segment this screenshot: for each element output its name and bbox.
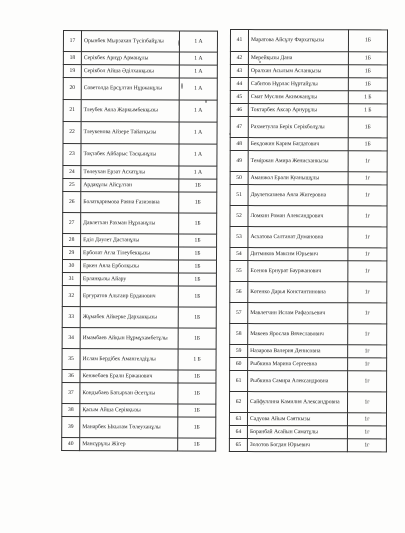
row-number: 38 [62,403,80,416]
table-row [63,122,217,145]
class-label: 1г [348,172,387,185]
row-number: 59 [230,345,248,358]
table-row [229,392,386,413]
row-number: 52 [230,206,248,227]
row-number: 24 [63,166,81,179]
table-row [63,179,217,193]
class-label: 1Б [348,117,387,138]
class-label: 1г [348,261,387,282]
table-row [230,261,387,282]
row-number: 40 [62,437,80,450]
table-row [63,100,217,123]
student-name: Рыбкина Марина Сергеевна [248,358,348,371]
student-name: Назарова Валерия Денисовна [248,345,348,358]
class-label: 1г [348,282,387,303]
class-label: 1Б [178,328,216,349]
row-number: 39 [62,416,80,437]
table-row [62,272,216,286]
student-name: Сайфуллина Камилия Александровна [247,392,347,413]
row-number: 65 [229,438,247,451]
table-row [62,382,216,404]
class-label: 1 Б [348,91,387,104]
table-row [62,327,216,349]
class-label: 1 А [179,31,217,52]
student-name: Ардақұлы Айсұлтан [81,179,179,192]
student-name: Аманжол Ерали Куанышұлы [248,172,348,185]
table-row [63,65,217,79]
student-name: Орынбек Мырзахан Түсіпбайұлы [81,31,179,52]
class-label: 1 А [179,166,217,179]
table-row [230,91,387,104]
table-row [230,104,387,117]
row-number: 30 [62,260,80,273]
student-name: Серікбек Арнұр Арманұлы [81,52,179,65]
table-row [230,185,387,206]
ink-smudge [181,83,183,89]
table-row [230,52,387,65]
row-number: 37 [62,382,80,403]
class-label: 1г [347,392,386,413]
class-label: 1Б [348,65,387,78]
row-number: 36 [62,369,80,382]
table-row [62,369,216,383]
table-row [229,425,386,438]
row-number: 34 [62,327,80,348]
table-row [230,371,387,392]
student-name: Мансұрұлы Жігер [80,438,178,451]
row-number: 18 [63,52,81,65]
table-row [230,303,387,324]
table-row [62,437,216,451]
student-name: Макеев Ярослав Вячеславович [248,324,348,345]
table-row [63,192,217,214]
row-number: 60 [230,358,248,371]
class-label: 1Б [348,30,387,52]
table-row [229,413,386,426]
class-label: 1Б [178,307,216,328]
student-name: Асхатова Салтанат Думановна [248,227,348,248]
student-name: Сабитов Нұрлас Нұртайұлы [248,78,348,91]
table-row [230,117,387,138]
table-row [62,306,216,328]
student-name: Болатқаримова Раяна Ғазизовна [81,192,179,213]
table-row [230,78,387,91]
class-label: 1 А [179,100,217,122]
row-number: 21 [63,100,81,122]
student-name: Серікбол Айша Әділханқызы [81,65,179,78]
class-label: 1г [348,248,387,261]
class-label: 1г [348,206,387,227]
row-number: 48 [230,138,248,151]
table-row [230,324,387,345]
student-name: Рыбкина Самира Александровна [248,371,348,392]
row-number: 64 [229,425,247,438]
table-row [230,138,387,151]
student-name: Бекдожин Карим Багдатович [248,138,348,151]
table-row [230,227,387,248]
row-number: 28 [63,234,81,247]
class-label: 1Б [348,78,387,91]
table-row [230,206,387,227]
ink-smudge [229,133,231,135]
table-row [63,144,217,167]
student-name: Еділ Дәулет Дастанұлы [81,234,179,247]
class-label: 1Б [179,192,217,213]
table-row [62,403,216,417]
student-name: Манарбек Ыкылам Төлеуханұлы [80,417,178,438]
student-name: Ерланқызы Айару [80,273,178,286]
class-label: 1 А [179,65,217,78]
student-name: Ислам Бердібек Амангелдіұлы [80,349,178,370]
class-label: 1г [348,371,387,392]
student-name: Боранбай Асайын Саматұлы [247,426,347,439]
student-list-right-table [229,29,388,452]
table-row [230,248,387,261]
table-row [63,52,217,66]
class-label: 1г [347,413,386,426]
row-number: 31 [62,272,80,285]
student-name: Еркен Аяла Ерболқызы [80,260,178,273]
class-label: 1Б [179,234,217,247]
ink-smudge [259,61,261,63]
class-label: 1 А [179,144,217,166]
row-number: 49 [230,151,248,172]
row-number: 22 [63,122,81,144]
ink-smudge [178,40,180,46]
class-label: 1Б [178,260,216,273]
row-number: 41 [230,30,248,52]
class-label: 1Б [348,52,387,65]
class-label: 1Б [178,417,216,438]
table-row [62,260,216,274]
student-name: Двулетказиева Аяла Жигеровна [248,185,348,206]
student-name: Оралхан Асылым Асланқызы [248,65,348,78]
student-name: Котенко Дарья Константиновна [248,282,348,303]
row-number: 29 [62,247,80,260]
student-name: Садуова Айым Саяткызы [247,413,347,426]
student-name: Жұмабек Айкерке Дарханқызы [80,307,178,328]
row-number: 54 [230,248,248,261]
table-row [62,247,216,261]
student-name: Советолда Ерсұлтан Нұржанұлы [81,78,179,100]
row-number: 46 [230,104,248,117]
student-name: Тлеукенова Айзере Тайатқызы [81,122,179,144]
row-number: 55 [230,261,248,282]
ink-smudge [205,100,207,103]
student-name: Токтарбек Аксар Арнурұлы [248,104,348,117]
table-row [63,234,217,248]
row-number: 62 [229,392,247,413]
student-name: Қасым Айша Серікқызы [80,404,178,417]
student-name: Мерейқызы Дана [248,52,348,65]
class-label: 1Б [179,179,217,192]
table-row [229,438,386,451]
row-number: 50 [230,172,248,185]
class-label: 1 А [179,122,217,144]
class-label: 1Б [178,286,216,307]
row-number: 26 [63,192,81,213]
class-label: 1г [348,303,387,324]
row-number: 20 [63,78,81,100]
class-label: 1Б [178,247,216,260]
row-number: 44 [230,78,248,91]
student-name: Смат Муслим Акимжанұлы [248,91,348,104]
student-name: Тоқтабек Айбарыс Тасқынұлы [81,144,179,166]
class-label: 1г [348,151,387,172]
table-row [63,213,217,235]
class-label: 1г [348,345,387,358]
class-label: 1г [348,358,387,371]
student-name: Ерғуратов Альтаир Ерданович [80,286,178,307]
class-label: 1Б [178,383,216,404]
table-row [62,416,216,438]
table-row [230,30,387,52]
row-number: 33 [62,306,80,327]
table-row [230,65,387,78]
row-number: 27 [63,213,81,234]
row-number: 42 [230,52,248,65]
row-number: 57 [230,303,248,324]
student-name: Тлеубек Аяла Жаркымбекқызы [81,100,179,122]
row-number: 63 [229,413,247,426]
class-label: 1 А [179,78,217,100]
student-name: Кенжебаев Ерали Ержанович [80,370,178,383]
row-number: 56 [230,282,248,303]
table-row [62,285,216,307]
student-name: Теміржан Амира Женисханкызы [248,151,348,172]
row-number: 47 [230,117,248,138]
table-row [63,78,217,101]
student-name: Давлетхан Рахман Нұрланұлы [81,213,179,234]
class-label: 1 Б [178,349,216,370]
row-number: 43 [230,65,248,78]
student-name: Мавлетчин Ислам Рафаэльевич [248,303,348,324]
student-name: Дитмиков Максим Юрьевич [248,248,348,261]
class-label: 1г [347,439,386,452]
row-number: 25 [63,179,81,192]
class-label: 1 Б [348,104,387,117]
class-label: 1Б [178,273,216,286]
class-label: 1Б [179,213,217,234]
table-row [62,348,216,370]
class-label: 1Б [178,404,216,417]
class-label: 1г [348,185,387,206]
row-number: 61 [230,371,248,392]
student-name: Ломкин Роман Александрович [248,206,348,227]
student-name: Имамбаев Айқын Нұрмұхамбетұлы [80,328,178,349]
class-label: 1 А [179,52,217,65]
student-name: Төлеухан Ерзат Асхатұлы [81,166,179,179]
table-row [63,166,217,180]
class-label: 1г [348,324,387,345]
student-name: Рахметулла Берік Серікболұлы [248,117,348,138]
class-label: 1г [348,227,387,248]
table-row [230,345,387,358]
class-label: 1Б [178,438,216,451]
student-list-left-table [61,30,218,452]
student-name: Маратова Айсұлу Фархатқызы [248,30,348,52]
table-row [63,31,217,53]
student-name: Есенов Ернурат Бауржанович [248,261,348,282]
row-number: 58 [230,324,248,345]
row-number: 35 [62,348,80,369]
table-row [230,282,387,303]
row-number: 51 [230,185,248,206]
row-number: 53 [230,227,248,248]
row-number: 23 [63,144,81,166]
row-number: 19 [63,65,81,78]
student-name: Кондыбаев Батырхан Әсетұлы [80,383,178,404]
class-label: 1Б [178,370,216,383]
row-number: 32 [62,285,80,306]
student-name: Золотов Богдан Юрьевич [247,439,347,452]
row-number: 45 [230,91,248,104]
table-row [230,172,387,185]
class-label: 1Б [348,138,387,151]
class-label: 1г [347,426,386,439]
table-row [230,151,387,172]
student-name: Ерболат Ағла Тілеубекқызы [80,247,178,260]
table-row [230,358,387,371]
row-number: 17 [63,31,81,52]
